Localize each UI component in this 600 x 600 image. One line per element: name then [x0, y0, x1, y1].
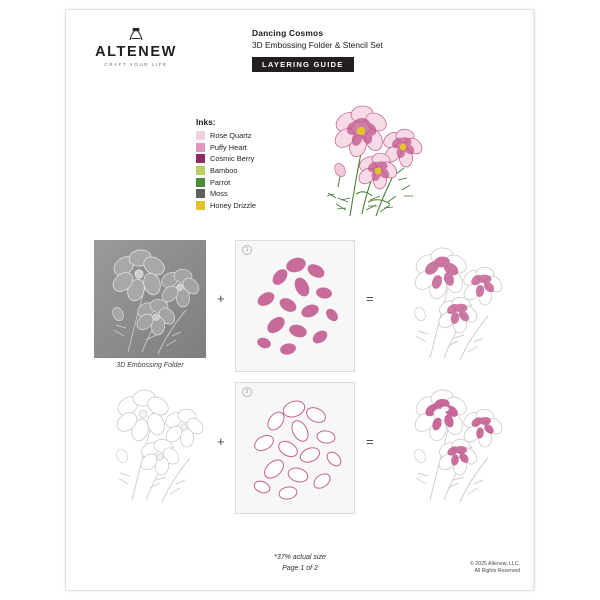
scale-note: *37% actual size — [274, 554, 326, 561]
ink-label: Bamboo — [210, 166, 238, 176]
document-title: Dancing Cosmos — [252, 28, 324, 38]
plus-operator-row1: + — [217, 291, 225, 306]
cosmos-bud — [333, 162, 348, 187]
ink-swatch — [196, 166, 205, 175]
equals-operator-row1: = — [366, 291, 374, 306]
footer-center — [66, 552, 534, 574]
logo-mark-icon — [82, 27, 190, 44]
title-block — [252, 28, 383, 50]
hero-artwork-cosmos — [310, 98, 428, 218]
ink-swatch — [196, 131, 205, 140]
ink-swatch — [196, 189, 205, 198]
embossed-blank-artwork-row2 — [94, 380, 212, 504]
cosmos-flower-outline — [411, 247, 469, 301]
document-subtitle: 3D Embossing Folder & Stencil Set — [252, 40, 383, 50]
ink-label: Moss — [210, 189, 228, 199]
ink-row — [196, 153, 306, 165]
ink-swatch — [196, 154, 205, 163]
page-note: Page 1 of 2 — [282, 565, 318, 572]
embossing-folder-preview — [94, 240, 206, 358]
stencil-number-1: 1 — [242, 245, 252, 255]
stencil-number-2: 2 — [242, 387, 252, 397]
logo-wordmark: ALTENEW — [95, 44, 177, 60]
ink-label: Honey Drizzle — [210, 200, 257, 210]
cosmos-flower-outline — [461, 267, 505, 305]
stencil-layer-2-illustration — [236, 383, 352, 511]
equals-operator-row2: = — [366, 434, 374, 449]
plus-operator-row2: + — [217, 434, 225, 449]
logo-tagline: CRAFT YOUR LIFE — [104, 62, 168, 67]
ink-row — [196, 188, 306, 200]
ink-label: Puffy Heart — [210, 142, 247, 152]
ink-row — [196, 176, 306, 188]
result-artwork-row1 — [390, 238, 512, 362]
layering-guide-badge: LAYERING GUIDE — [252, 57, 354, 72]
ink-row — [196, 200, 306, 212]
ink-row — [196, 165, 306, 177]
document-header — [66, 10, 534, 72]
ink-row — [196, 130, 306, 142]
ink-row — [196, 142, 306, 154]
stencil-panel-1 — [235, 240, 355, 372]
altenew-logo — [82, 27, 190, 67]
document-sheet — [66, 10, 534, 590]
ink-label: Parrot — [210, 177, 231, 187]
ink-swatch — [196, 178, 205, 187]
result-row2-illustration — [390, 380, 512, 504]
ink-swatch — [196, 201, 205, 210]
cosmos-flower-outline — [436, 296, 480, 333]
cosmos-flower-layered — [411, 389, 469, 443]
cosmos-flower-layered — [461, 409, 505, 447]
inks-legend-title: Inks: — [196, 117, 216, 127]
result-artwork-row2 — [390, 380, 512, 504]
rights-line: All Rights Reserved — [474, 568, 520, 574]
copyright-line: © 2025 Altenew, LLC. — [470, 561, 520, 567]
logo-flourish-icon — [82, 27, 190, 44]
ink-label: Cosmic Berry — [210, 154, 255, 164]
result-row1-illustration — [390, 238, 512, 362]
cosmos-bouquet-illustration — [310, 98, 428, 218]
embossed-cosmos-grey-illustration — [94, 240, 206, 358]
ink-swatch — [196, 143, 205, 152]
stencil-layer-1-illustration — [236, 241, 352, 369]
inks-legend — [196, 117, 306, 211]
cosmos-flower-layered — [436, 438, 480, 475]
stencil-panel-2 — [235, 382, 355, 514]
cosmos-flower — [331, 105, 389, 159]
footer-copyright — [470, 561, 520, 575]
ink-label: Rose Quartz — [210, 131, 252, 141]
embossing-folder-caption: 3D Embossing Folder — [116, 362, 184, 369]
embossed-white-cosmos-illustration — [94, 380, 212, 504]
